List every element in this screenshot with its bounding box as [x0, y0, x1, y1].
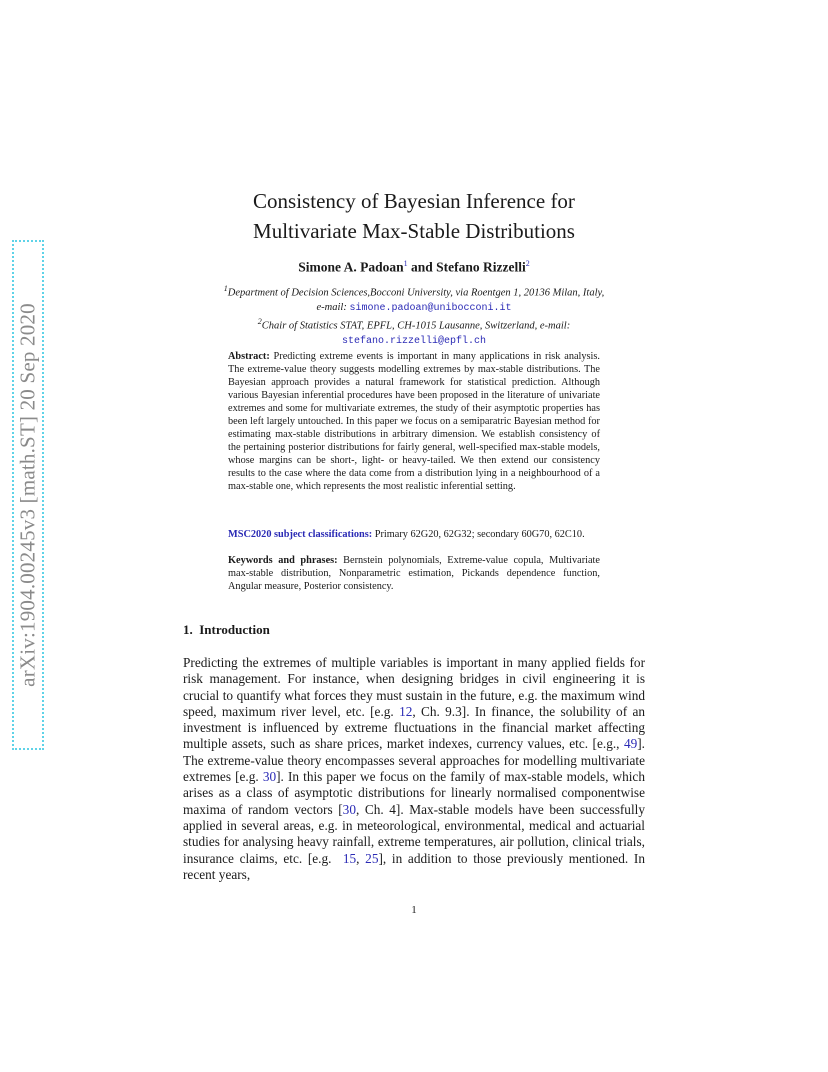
- intro-text-3: ]. The extreme-value theory encompasses several approaches for modelling multivariate extremes [e.g.: [183, 736, 645, 785]
- page-number: 1: [411, 904, 417, 916]
- affiliation-2-text: Chair of Statistics STAT, EPFL, CH-1015 Lausanne, Switzerland, e-mail:: [261, 320, 571, 332]
- affiliation-1: [150, 282, 678, 316]
- abstract-text: Predicting extreme events is important in many applications in risk analysis. The extreme-value theory suggests modelling extremes by max-stable distributions. The Bayesian approach provides a natural framework for statistical prediction. Although various Bayesian inferential procedures have been proposed in the literature of univariate extremes and some for multivariate extremes, the study of their asymptotic properties has been left largely untouched. In this paper we focus on a semiparatric Bayesian method for estimating max-stable distributions in arbitrary dimension. We establish consistency of the pertaining posterior distributions for fairly general, well-specified max-stable models, whose margins can be short-, light- or heavy-tailed. We then extend our consistency results to the case where the data come from a distribution lying in a neighbourhood of a max-stable one, which represents the most realistic inferential setting.: [228, 351, 600, 492]
- author-conjunction: and: [411, 259, 433, 275]
- section-number: 1.: [183, 622, 193, 637]
- msc-text: Primary 62G20, 62G32; secondary 60G70, 62C10.: [374, 529, 585, 540]
- abstract: [228, 350, 600, 493]
- abstract-label: Abstract:: [228, 351, 270, 362]
- msc-classifications: [228, 528, 600, 541]
- intro-text-5: , Ch. 4]. Max-stable models have been successfully applied in several areas, e.g. in meteorological, environmental, medical and actuarial studies for analysing heavy rainfall, extreme temperatures, air pollution, clinical trials, insurance claims, etc. [e.g.: [183, 801, 645, 866]
- keywords-text: Bernstein polynomials, Extreme-value copula, Multivariate max-stable distribution, Nonparametric estimation, Pickands dependence function, Angular measure, Posterior consistency.: [228, 555, 600, 592]
- author-list: [140, 259, 688, 276]
- citation-15[interactable]: 15: [342, 850, 357, 866]
- intro-text-6: ,: [356, 850, 360, 866]
- citation-30-second[interactable]: 30: [342, 801, 356, 817]
- affiliation-1-text: Department of Decision Sciences,Bocconi University, via Roentgen 1, 20136 Milan, Italy,: [227, 287, 605, 299]
- citation-49[interactable]: 49: [623, 736, 638, 752]
- keywords: [228, 554, 600, 593]
- keywords-label: Keywords and phrases:: [228, 555, 338, 566]
- section-title: Introduction: [199, 622, 270, 637]
- affiliation-1-email[interactable]: simone.padoan@unibocconi.it: [349, 302, 512, 314]
- affiliation-1-marker: 1: [223, 284, 228, 293]
- citation-30[interactable]: 30: [262, 769, 277, 785]
- intro-text-2: , Ch. 9.3]. In finance, the solubility of an investment is influenced by extreme fluctuations in the financial market affecting multiple assets, such as share prices, market indexes, currency values, etc. [e.g.,: [183, 703, 645, 752]
- arxiv-identifier: arXiv:1904.00245v3 [math.ST] 20 Sep 2020: [15, 303, 40, 687]
- author-2: Stefano Rizzelli: [436, 259, 526, 275]
- intro-text-1: Predicting the extremes of multiple variables is important in many applied fields for risk management. For instance, when designing bridges in civil engineering it is crucial to quantify what forces they must sustain in the future, e.g. the maximum wind speed, maximum river level, etc. [e.g.: [183, 655, 645, 719]
- affiliation-2: [160, 315, 668, 349]
- affiliation-2-marker: 2: [257, 317, 262, 326]
- author-1: Simone A. Padoan: [298, 259, 404, 275]
- author-1-affiliation-marker[interactable]: 1: [403, 259, 408, 268]
- msc-label[interactable]: MSC2020 subject classifications:: [228, 529, 373, 540]
- intro-text-7: ], in addition to those previously mentioned. In recent years,: [183, 850, 645, 882]
- affiliation-2-email[interactable]: stefano.rizzelli@epfl.ch: [341, 335, 487, 347]
- arxiv-stamp: [12, 240, 44, 750]
- intro-paragraph: [183, 655, 645, 883]
- author-2-affiliation-marker[interactable]: 2: [525, 259, 530, 268]
- citation-25[interactable]: 25: [365, 850, 379, 866]
- title-line-1: Consistency of Bayesian Inference for: [253, 189, 575, 213]
- citation-12[interactable]: 12: [399, 703, 413, 719]
- intro-text-4: ]. In this paper we focus on the family of max-stable models, which arises as a class of asymptotic distributions for linearly normalised componentwise maxima of random vectors [: [183, 769, 645, 817]
- title-line-2: Multivariate Max-Stable Distributions: [253, 219, 575, 243]
- affiliation-1-email-label: e-mail:: [316, 301, 347, 313]
- section-heading: [183, 622, 270, 638]
- paper-title: [140, 186, 688, 246]
